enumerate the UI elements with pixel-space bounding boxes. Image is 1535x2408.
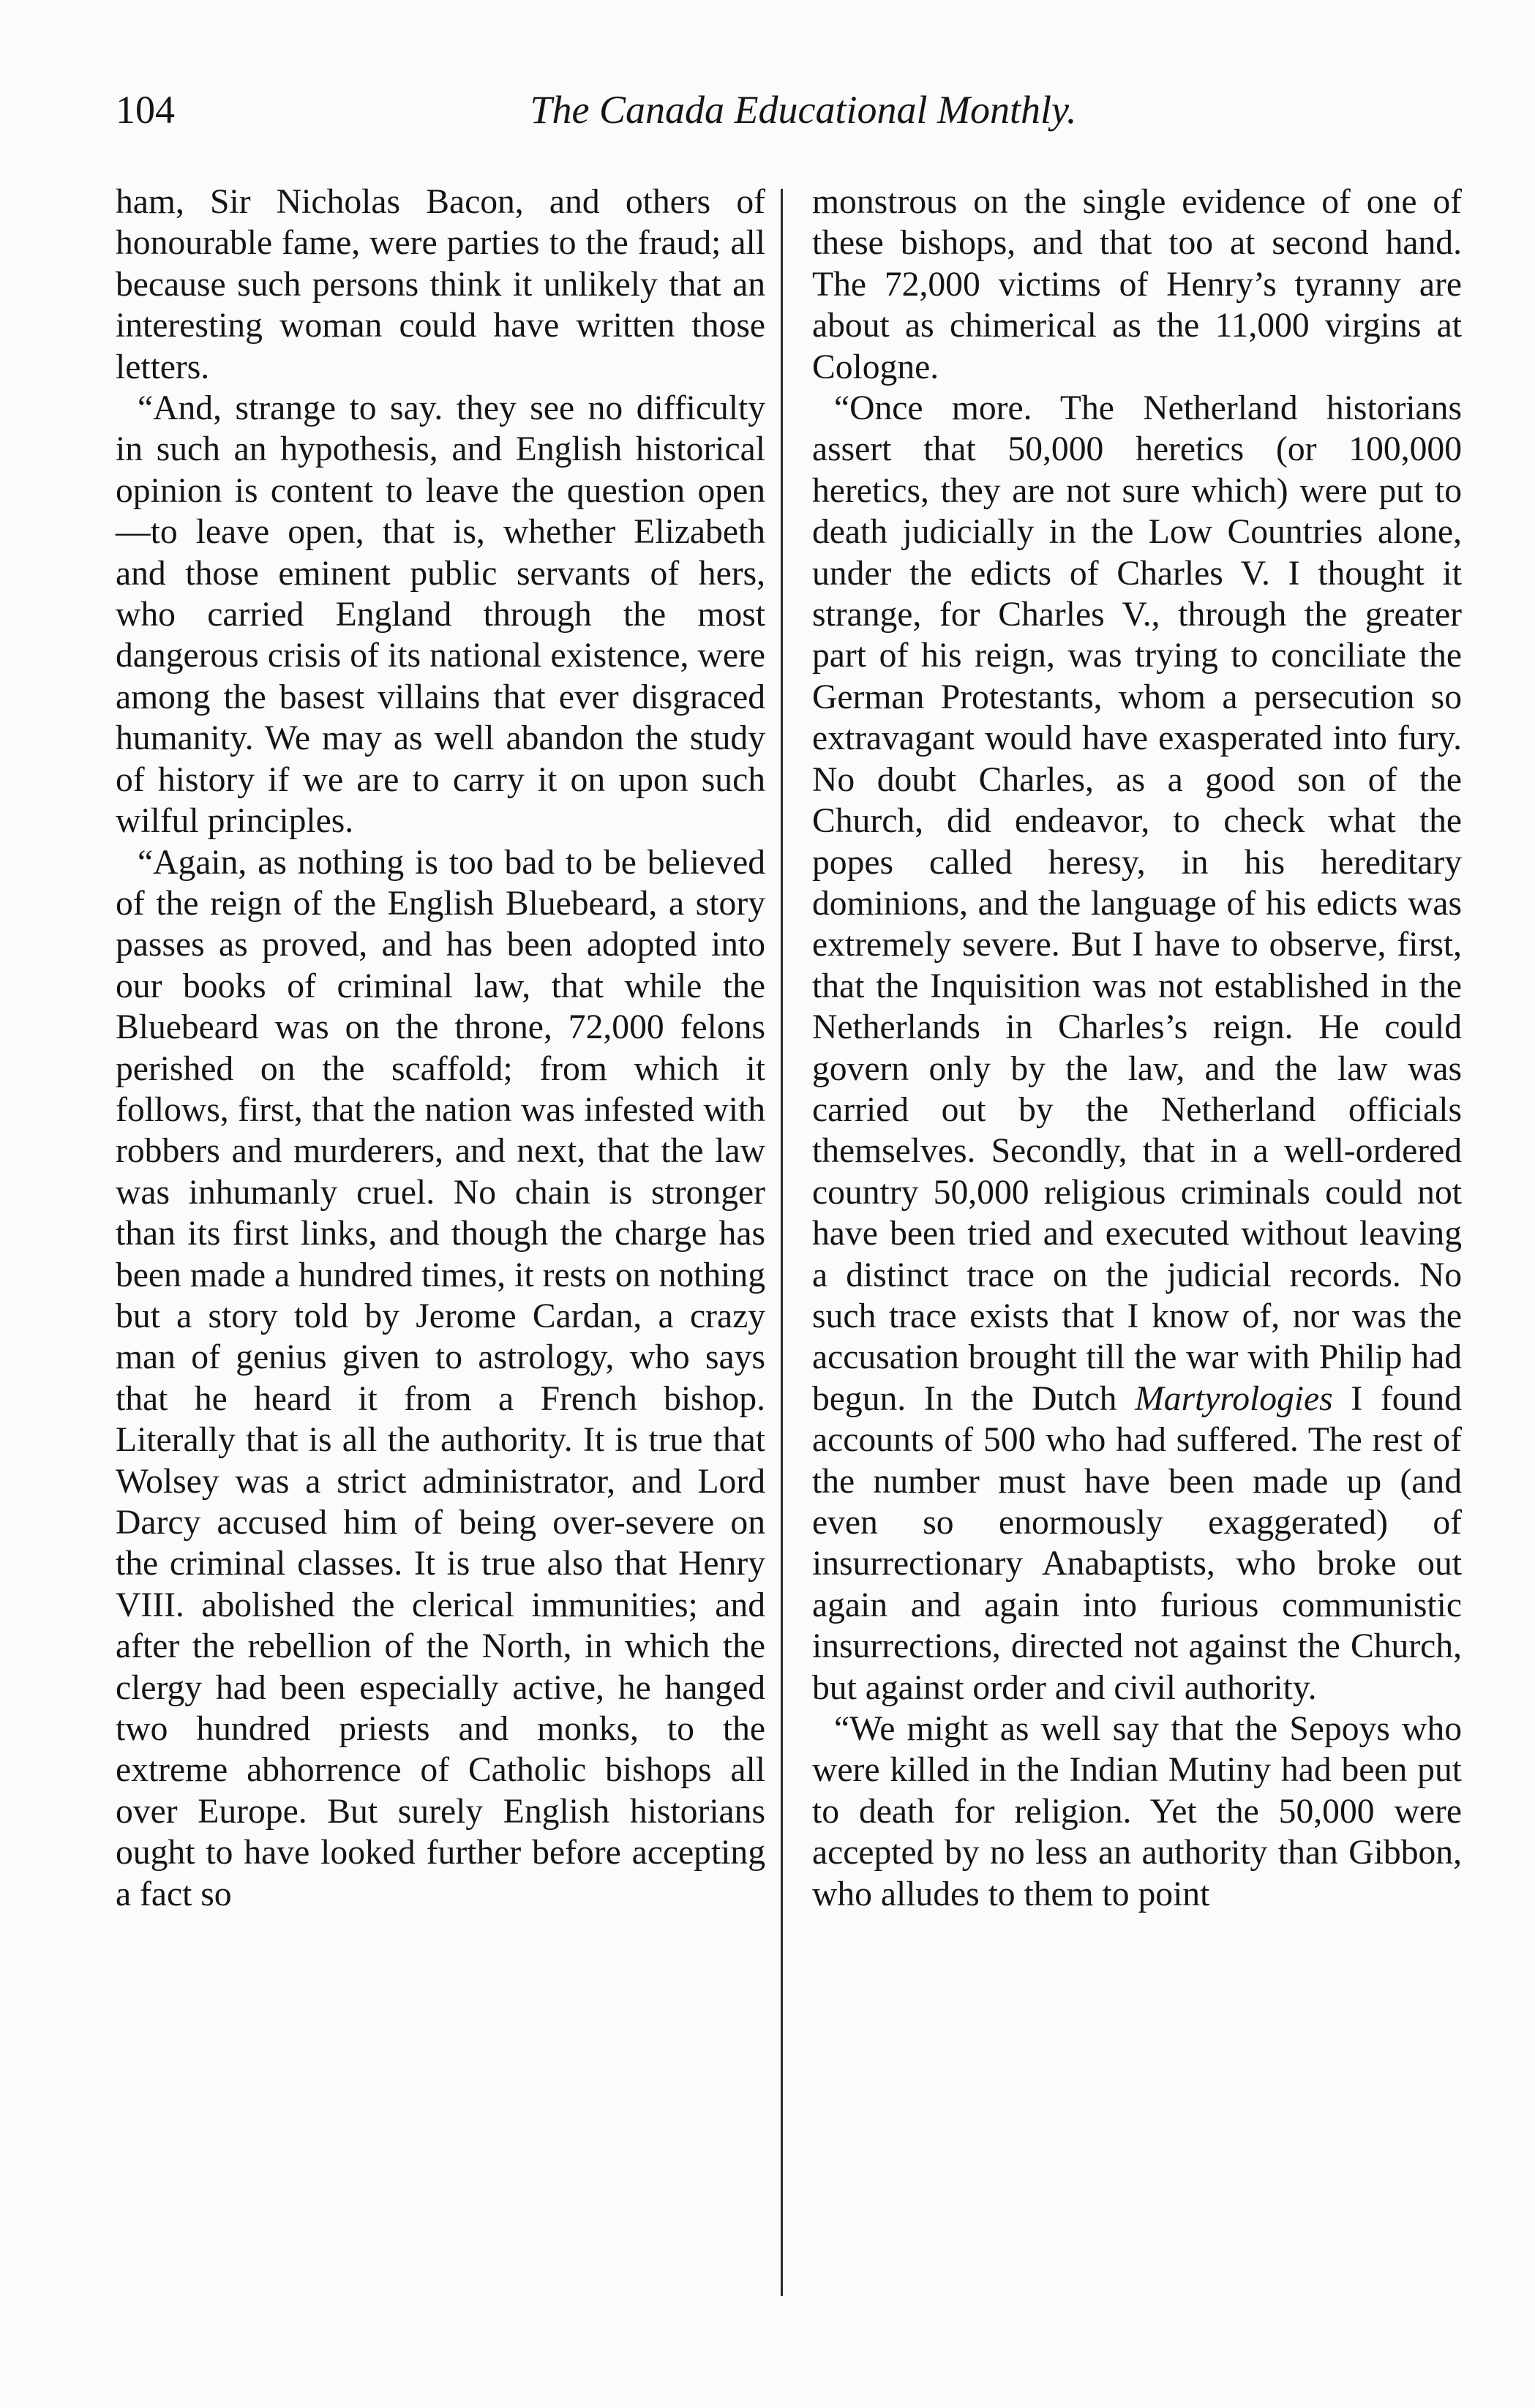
column-divider (781, 189, 783, 2296)
right-paragraph-1: monstrous on the single evidence of one of these bishops, and that too at second hand. The 72,000 victims of Henry’s tyranny are about as chimerical as the 11,000 virgins at Cologne. (812, 183, 1462, 386)
right-column (812, 181, 1462, 1915)
page-number: 104 (116, 88, 175, 132)
running-title: The Canada Educational Monthly. (530, 88, 1077, 132)
left-column (116, 181, 765, 1915)
right-paragraph-2-end: I found accounts of 500 who had suffered. The rest of the number must have been made up (and even so enormously exaggerated) of insurrectionary Anabaptists, who broke out again and again into furious communistic insurrections, directed not against the Church, but against order and civil authority. (812, 1379, 1462, 1707)
right-paragraph-2-text: “Once more. The Netherland historians assert that 50,000 heretics (or 100,000 heretics, they are not sure which) were put to death judicially in the Low Countries alone, under the edicts of Charles V. I thought it strange, for Charles V., through the greater part of his reign, was trying to conciliate the German Protestants, whom a persecution so extravagant would have exasperated into fury. No doubt Charles, as a good son of the Church, did endeavor, to check what the popes called heresy, in his hereditary dominions, and the language of his edicts was extremely severe. But I have to observe, first, that the Inquisition was not established in the Netherlands in Charles’s reign. He could govern only by the law, and the law was carried out by the Netherland officials themselves. Secondly, that in a well-ordered country 50,000 religious criminals could not have been tried and executed without leaving a distinct trace on the judicial records. No such trace exists that I know of, nor was the accusation brought till the war with Philip had begun. In the Dutch (812, 389, 1462, 1418)
left-paragraph-2: “And, strange to say. they see no difficulty in such an hypothesis, and English historical opinion is content to leave the question open—to leave open, that is, whether Elizabeth and those eminent public servants of hers, who carried England through the most dangerous crisis of its national existence, were among the basest villains that ever disgraced humanity. We may as well abandon the study of history if we are to carry it on upon such wilful principles. (116, 389, 765, 841)
left-paragraph-1: ham, Sir Nicholas Bacon, and others of honourable fame, were parties to the fraud; all because such persons think it unlikely that an interesting woman could have written those letters. (116, 183, 765, 386)
right-paragraph-3: “We might as well say that the Sepoys who were killed in the Indian Mutiny had been put to death for religion. Yet the 50,000 were accepted by no less an authority than Gibbon, who alludes to them to point (812, 1710, 1462, 1913)
left-paragraph-3: “Again, as nothing is too bad to be believed of the reign of the English Bluebeard, a story passes as proved, and has been adopted into our books of criminal law, that while the Bluebeard was on the throne, 72,000 felons perished on the scaffold; from which it follows, first, that the nation was infested with robbers and murderers, and next, that the law was inhumanly cruel. No chain is stronger than its first links, and though the charge has been made a hundred times, it rests on nothing but a story told by Jerome Cardan, a crazy man of genius given to astrology, who says that he heard it from a French bishop. Literally that is all the authority. It is true that Wolsey was a strict administrator, and Lord Darcy accused him of being over-severe on the criminal classes. It is true also that Henry VIII. abolished the clerical immunities; and after the rebellion of the North, in which the clergy had been especially active, he hanged two hundred priests and monks, to the extreme abhorrence of Catholic bishops all over Europe. But surely English historians ought to have looked further before accepting a fact so (116, 843, 765, 1913)
martyrologies-title: Martyrologies (1135, 1379, 1333, 1418)
page-header (116, 80, 1447, 146)
right-paragraph-2 (812, 388, 1462, 1709)
